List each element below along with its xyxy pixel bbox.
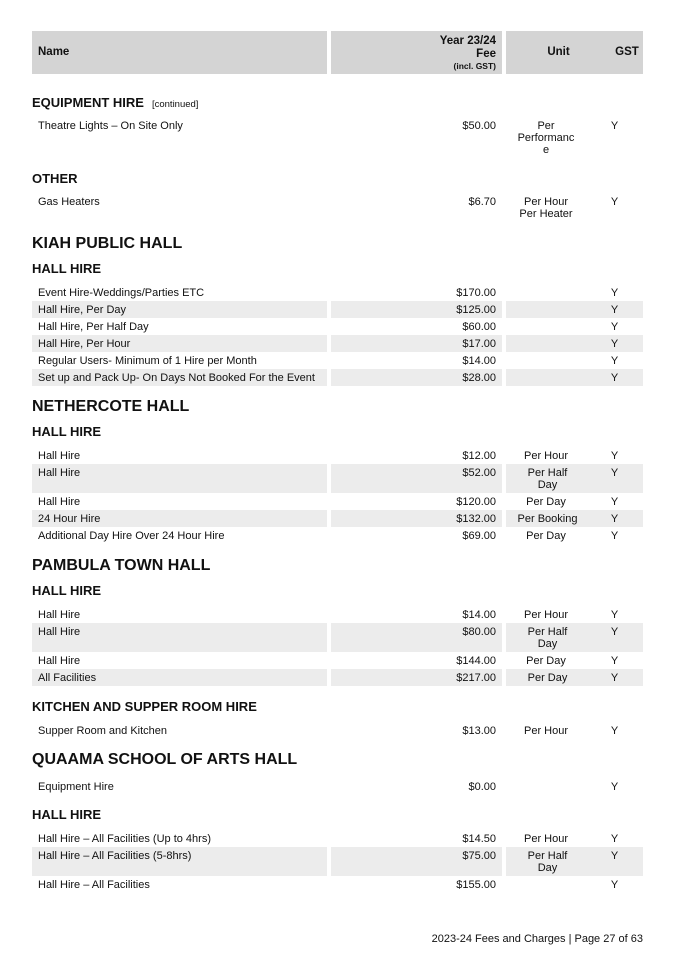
header-name: Name — [38, 46, 70, 58]
section-kitchen-supper-room: KITCHEN AND SUPPER ROOM HIRE — [32, 699, 257, 714]
cell-unit-line: Day — [537, 862, 558, 874]
cell-unit-line: Per Hour — [523, 725, 569, 737]
table-row — [32, 193, 643, 221]
cell-fee: $14.00 — [462, 355, 496, 367]
cell-fee: $6.70 — [468, 196, 496, 208]
cell-gst: Y — [610, 833, 619, 845]
cell-unit — [506, 117, 586, 157]
table-row — [32, 447, 643, 464]
table-row — [32, 876, 643, 893]
section-kiah-hall-hire: HALL HIRE — [32, 261, 102, 276]
cell-fee: $75.00 — [331, 847, 502, 876]
cell-gst: Y — [589, 510, 643, 527]
cell-fee: $17.00 — [331, 335, 502, 352]
cell-unit — [506, 669, 589, 686]
cell-unit-line: Per Day — [526, 530, 566, 542]
cell-gst: Y — [610, 879, 619, 891]
cell-unit-line: Per Hour — [523, 450, 569, 462]
cell-name: Supper Room and Kitchen — [38, 725, 168, 737]
cell-unit-line: Per Half — [527, 626, 568, 638]
table-row — [32, 652, 643, 669]
cell-name: Hall Hire — [38, 450, 81, 462]
cell-gst: Y — [610, 196, 619, 208]
table-row — [32, 527, 643, 544]
table-row — [32, 510, 643, 527]
cell-gst: Y — [610, 287, 619, 299]
cell-fee: $125.00 — [331, 301, 502, 318]
table-row — [32, 335, 643, 352]
table-row — [32, 847, 643, 876]
heading-pambula-town-hall: PAMBULA TOWN HALL — [32, 557, 211, 574]
section-other: OTHER — [32, 171, 78, 186]
cell-unit — [506, 493, 586, 510]
cell-unit-line: Per — [537, 120, 555, 132]
cell-name: Theatre Lights – On Site Only — [38, 120, 183, 132]
cell-unit-line: Day — [537, 638, 558, 650]
cell-fee: $14.00 — [462, 609, 496, 621]
cell-gst: Y — [610, 496, 619, 508]
table-row — [32, 284, 643, 301]
cell-unit — [506, 369, 589, 386]
cell-unit — [506, 722, 586, 739]
cell-name: Regular Users- Minimum of 1 Hire per Month — [38, 355, 257, 367]
heading-nethercote-hall: NETHERCOTE HALL — [32, 398, 190, 415]
cell-name: Hall Hire — [32, 464, 327, 493]
table-row — [32, 369, 643, 386]
cell-unit — [506, 284, 586, 301]
cell-fee: $80.00 — [331, 623, 502, 652]
cell-name: Equipment Hire — [38, 781, 114, 793]
cell-name: Hall Hire — [38, 609, 81, 621]
cell-gst: Y — [610, 725, 619, 737]
cell-gst: Y — [589, 847, 643, 876]
cell-unit — [506, 318, 586, 335]
table-row — [32, 669, 643, 686]
header-unit-gst-cell — [506, 31, 643, 74]
cell-unit — [506, 623, 589, 652]
cell-gst: Y — [610, 450, 619, 462]
table-header — [32, 31, 643, 74]
page-footer: 2023-24 Fees and Charges | Page 27 of 63 — [431, 933, 643, 945]
cell-name: Hall Hire, Per Day — [32, 301, 327, 318]
cell-name: Hall Hire, Per Half Day — [38, 321, 149, 333]
cell-gst: Y — [610, 655, 619, 667]
table-row — [32, 117, 643, 157]
fees-page — [32, 31, 643, 891]
cell-unit — [506, 464, 589, 493]
cell-gst: Y — [610, 781, 619, 793]
section-quaama-hall-hire: HALL HIRE — [32, 807, 102, 822]
cell-gst: Y — [589, 335, 643, 352]
cell-fee: $60.00 — [462, 321, 496, 333]
header-unit: Unit — [547, 46, 570, 58]
cell-unit-line: Performanc — [517, 132, 575, 144]
cell-gst: Y — [610, 321, 619, 333]
cell-unit-line: Per Half — [527, 467, 568, 479]
header-gst: GST — [615, 46, 639, 58]
cell-unit — [506, 876, 586, 893]
cell-name: Set up and Pack Up- On Days Not Booked For the Event — [32, 369, 327, 386]
cell-unit-line: Per Heater — [519, 208, 573, 220]
header-fee: Year 23/24 Fee (incl. GST) — [439, 35, 496, 71]
cell-fee: $132.00 — [331, 510, 502, 527]
cell-gst: Y — [589, 464, 643, 493]
cell-name: Hall Hire — [38, 655, 81, 667]
cell-unit-line: Per Hour — [523, 833, 569, 845]
section-pambula-hall-hire: HALL HIRE — [32, 583, 102, 598]
cell-unit — [506, 301, 589, 318]
table-row — [32, 778, 643, 795]
cell-name: Gas Heaters — [38, 196, 100, 208]
cell-name: Hall Hire, Per Hour — [32, 335, 327, 352]
cell-unit — [506, 527, 586, 544]
cell-unit — [506, 193, 586, 221]
cell-fee: $120.00 — [456, 496, 496, 508]
cell-gst: Y — [589, 301, 643, 318]
table-row — [32, 318, 643, 335]
cell-fee: $13.00 — [462, 725, 496, 737]
cell-unit-line: e — [542, 144, 550, 156]
cell-unit — [506, 335, 589, 352]
cell-name: Hall Hire — [32, 623, 327, 652]
cell-unit — [506, 352, 586, 369]
cell-gst: Y — [589, 669, 643, 686]
table-row — [32, 301, 643, 318]
heading-kiah-public-hall: KIAH PUBLIC HALL — [32, 235, 183, 252]
cell-fee: $50.00 — [462, 120, 496, 132]
cell-fee: $0.00 — [468, 781, 496, 793]
cell-unit-line: Per Half — [527, 850, 568, 862]
table-row — [32, 464, 643, 493]
cell-unit-line: Per Day — [526, 655, 566, 667]
table-row — [32, 606, 643, 623]
cell-fee: $155.00 — [456, 879, 496, 891]
table-row — [32, 830, 643, 847]
cell-fee: $170.00 — [456, 287, 496, 299]
cell-unit — [506, 778, 586, 795]
cell-unit-line: Per Booking — [517, 513, 578, 525]
cell-unit — [506, 830, 586, 847]
cell-gst: Y — [610, 120, 619, 132]
cell-fee: $52.00 — [331, 464, 502, 493]
cell-fee: $144.00 — [456, 655, 496, 667]
cell-name: Hall Hire – All Facilities — [38, 879, 150, 891]
cell-fee: $69.00 — [462, 530, 496, 542]
cell-fee: $28.00 — [331, 369, 502, 386]
table-row — [32, 623, 643, 652]
cell-unit-line: Per Hour — [523, 196, 569, 208]
heading-quaama-school-of-arts-hall: QUAAMA SCHOOL OF ARTS HALL — [32, 751, 298, 768]
cell-gst: Y — [610, 609, 619, 621]
cell-fee: $12.00 — [462, 450, 496, 462]
cell-fee: $217.00 — [331, 669, 502, 686]
cell-name: Hall Hire – All Facilities (5-8hrs) — [32, 847, 327, 876]
cell-unit — [506, 847, 589, 876]
cell-unit-line: Per Day — [527, 672, 568, 684]
cell-gst: Y — [610, 355, 619, 367]
header-name-cell — [32, 31, 327, 74]
section-equipment-hire: EQUIPMENT HIRE [continued] — [32, 95, 199, 110]
table-row — [32, 352, 643, 369]
cell-name: Hall Hire — [38, 496, 81, 508]
cell-unit — [506, 447, 586, 464]
cell-unit — [506, 510, 589, 527]
header-fee-cell — [331, 31, 502, 74]
cell-unit — [506, 652, 586, 669]
cell-name: Hall Hire – All Facilities (Up to 4hrs) — [38, 833, 211, 845]
cell-unit-line: Per Hour — [523, 609, 569, 621]
cell-gst: Y — [589, 369, 643, 386]
table-row — [32, 493, 643, 510]
cell-unit-line: Day — [537, 479, 558, 491]
cell-fee: $14.50 — [462, 833, 496, 845]
cell-name: Additional Day Hire Over 24 Hour Hire — [38, 530, 225, 542]
cell-gst: Y — [610, 530, 619, 542]
cell-name: Event Hire-Weddings/Parties ETC — [38, 287, 205, 299]
cell-name: All Facilities — [32, 669, 327, 686]
cell-unit — [506, 606, 586, 623]
cell-name: 24 Hour Hire — [32, 510, 327, 527]
cell-unit-line: Per Day — [526, 496, 566, 508]
table-row — [32, 722, 643, 739]
section-nethercote-hall-hire: HALL HIRE — [32, 424, 102, 439]
cell-gst: Y — [589, 623, 643, 652]
